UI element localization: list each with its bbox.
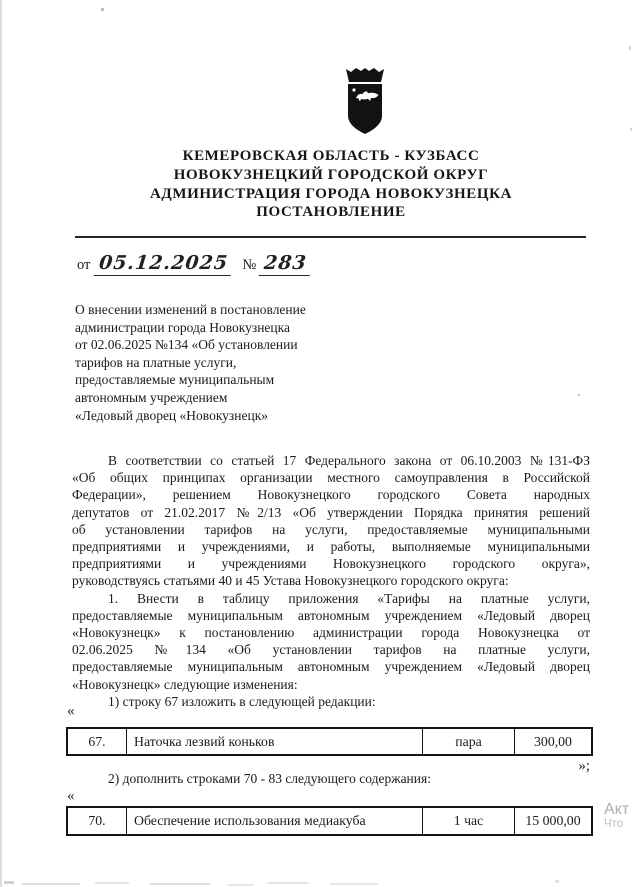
tariff-table-row-67 [66, 727, 593, 756]
date-number-line [77, 252, 311, 276]
number-sign-label: № [242, 257, 257, 273]
title-line: «Ледовый дворец «Новокузнецк» [75, 407, 269, 423]
watermark-line: Что [604, 818, 624, 830]
open-quote-mark: « [67, 703, 75, 719]
paragraph-line: «Новокузнецк» следующие изменения: [72, 676, 298, 692]
tariff-table-row-70 [66, 806, 593, 836]
scan-speck [630, 128, 632, 131]
close-quote-mark: »; [578, 758, 590, 774]
paragraph-line: предприятиями и учреждениями Новокузнецкого городского округа», [72, 556, 590, 572]
paragraph-line: «Об общих принципах организации местного самоуправления в Российской [72, 470, 590, 486]
scan-speck [629, 46, 631, 50]
paragraph-line: об установлении тарифов на услуги, предоставляемые муниципальными [72, 521, 590, 537]
service-name-cell: Наточка лезвий коньков [126, 729, 422, 754]
title-line: автономным учреждением [75, 389, 228, 405]
open-quote-mark: « [67, 788, 75, 804]
paragraph-line: 1. Внести в таблицу приложения «Тарифы на платные услуги, [108, 590, 590, 606]
row-number-cell: 70. [88, 813, 106, 828]
date-prefix-label: от [77, 257, 91, 273]
handwritten-date: 05.12.2025 [94, 252, 234, 276]
document-header [56, 147, 606, 222]
paragraph-line: депутатов от 21.02.2017 №2/13 «Об утверждении Порядка принятия решений [72, 504, 590, 520]
title-line: от 02.06.2025 №134 «Об установлении [75, 337, 298, 353]
handwritten-number: 283 [259, 252, 312, 276]
body-text [72, 452, 590, 710]
title-line: тарифов на платные услуги, [75, 354, 237, 370]
amendment-item-1: 1) строку 67 изложить в следующей редакции: [108, 693, 376, 709]
title-line: предоставляемые муниципальным [75, 372, 275, 388]
scan-speck [101, 8, 104, 11]
header-divider-rule [75, 236, 586, 238]
header-region-line: КЕМЕРОВСКАЯ ОБЛАСТЬ - КУЗБАСС [182, 148, 480, 164]
scan-noise-strip [0, 877, 633, 887]
paragraph-line: «Новокузнецк» к постановлению администрации города Новокузнецка от [72, 625, 590, 641]
unit-cell: 1 час [422, 808, 514, 834]
row-number-cell: 67. [88, 733, 106, 749]
paragraph-line: предоставляемые муниципальным автономным учреждением «Ледовый дворец [72, 607, 590, 623]
watermark-line: Акт [604, 801, 630, 818]
title-line: администрации города Новокузнецка [75, 319, 290, 335]
service-name-cell: Обеспечение использования медиакуба [126, 808, 422, 834]
unit-cell: пара [422, 729, 514, 754]
price-cell: 300,00 [514, 729, 591, 754]
paragraph-line: В соответствии со статьей 17 Федерального закона от 06.10.2003 №131-ФЗ [108, 453, 590, 468]
paragraph-line: руководствуясь статьями 40 и 45 Устава Новокузнецкого городского округа: [72, 573, 509, 589]
scan-edge-artifact [0, 0, 2, 887]
header-administration-line: АДМИНИСТРАЦИЯ ГОРОДА НОВОКУЗНЕЦКА [149, 185, 513, 202]
header-doctype-line: ПОСТАНОВЛЕНИЕ [256, 204, 406, 221]
novokuznetsk-coat-of-arms-icon [342, 67, 388, 139]
header-okrug-line: НОВОКУЗНЕЦКИЙ ГОРОДСКОЙ ОКРУГ [173, 166, 489, 183]
title-line: О внесении изменений в постановление [75, 302, 306, 317]
scan-speck [578, 394, 580, 396]
price-cell: 15 000,00 [514, 808, 591, 834]
paragraph-line: предоставляемые муниципальным автономным учреждением «Ледовый дворец [72, 659, 590, 675]
windows-activation-watermark [604, 801, 633, 831]
paragraph-line: Федерации», решением Новокузнецкого городского Совета народных [72, 487, 590, 503]
amendment-item-2: 2) дополнить строками 70 - 83 следующего содержания: [108, 771, 431, 786]
paragraph-line: предприятиями и учреждениями, и работы, выполняемые муниципальными [72, 539, 590, 555]
paragraph-line: 02.06.2025 №134 «Об установлении тарифов на платные услуги, [72, 642, 590, 658]
document-title [75, 301, 415, 424]
